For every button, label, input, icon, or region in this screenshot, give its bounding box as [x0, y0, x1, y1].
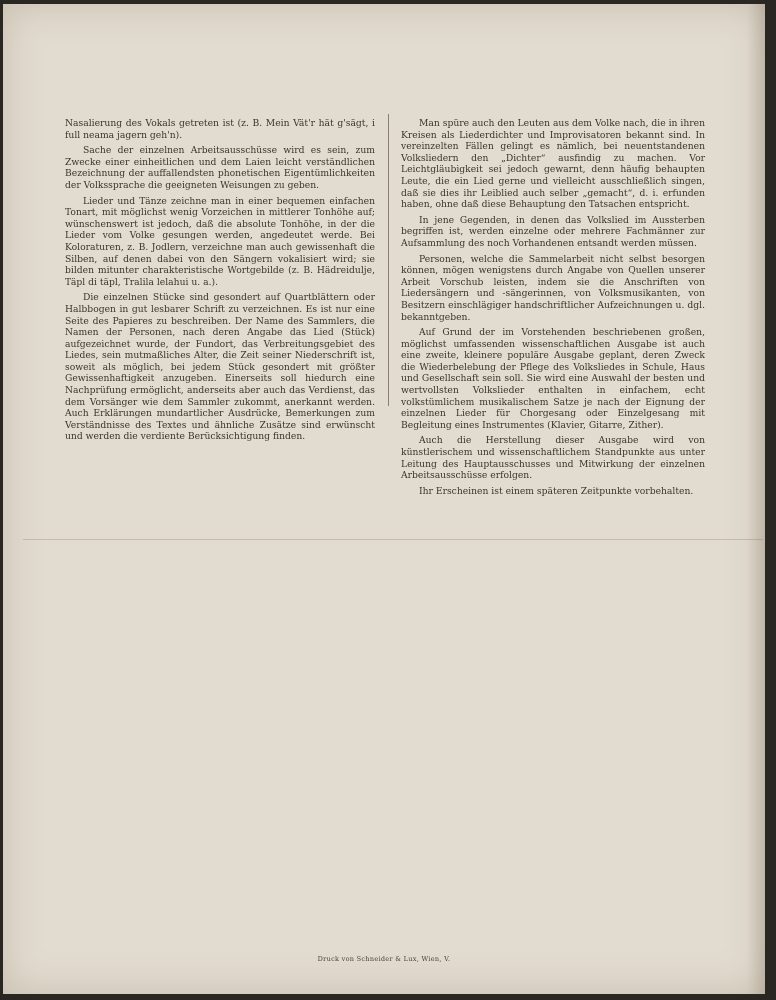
left-text-column [65, 118, 375, 447]
paragraph: Auch die Herstellung dieser Ausgabe wird von künstlerischem und wissenschaftlichem Standpunkte aus unter Leitung des Hauptausschusses und Mitwirkung der einzelnen Arbeitsausschüsse erfolgen. [401, 435, 705, 482]
paragraph: Personen, welche die Sammelarbeit nicht selbst besorgen können, mögen wenigstens durch Angabe von Quellen unserer Arbeit Vorschub leisten, indem sie die Anschriften von Liedersängern und -sängerinnen, von Volksmusikanten, von Besitzern einschlägiger handschriftlicher Aufzeichnungen u. dgl. bekanntgeben. [401, 253, 705, 323]
printer-imprint: Druck von Schneider & Lux, Wien, V. [317, 955, 451, 963]
paragraph: Sache der einzelnen Arbeitsausschüsse wird es sein, zum Zwecke einer einheitlichen und dem Laien leicht verständlichen Bezeichnung der auffallendsten phonetischen Eigentümlichkeiten der Volkssprache die geeigneten Weisungen zu geben. [65, 145, 375, 191]
column-divider [388, 114, 389, 406]
document-page [3, 4, 765, 994]
paragraph: Ihr Erscheinen ist einem späteren Zeitpunkte vorbehalten. [419, 485, 694, 497]
paragraph: Auf Grund der im Vorstehenden beschriebenen großen, möglichst umfassenden wissenschaftlichen Ausgabe ist auch eine zweite, kleinere populäre Ausgabe geplant, deren Zweck die Wiederbelebung der Pflege des Volksliedes in Schule, Haus und Gesellschaft sein soll. Sie wird eine Auswahl der besten und wertvollsten Volkslieder enthalten in einfachem, echt volkstümlichem musikalischem Satze je nach der Eignung der einzelnen Lieder für Chorgesang oder Einzelgesang mit Begleitung eines Instrumentes (Klavier, Gitarre, Zither). [401, 327, 705, 431]
right-text-column [401, 118, 705, 501]
paper-fold-line [23, 539, 763, 540]
paragraph: Nasalierung des Vokals getreten ist (z. B. Mein Vät'r hät g'sägt, i full neama jagern geh'n). [65, 118, 375, 141]
paragraph: In jene Gegenden, in denen das Volkslied im Aussterben begriffen ist, werden einzelne oder mehrere Fachmänner zur Aufsammlung des noch Vorhandenen entsandt werden müssen. [401, 214, 705, 249]
paragraph: Man spüre auch den Leuten aus dem Volke nach, die in ihren Kreisen als Liederdichter und Improvisatoren bekannt sind. In vereinzelten Fällen gelingt es nämlich, bei neuentstandenen Volksliedern den „Dichter“ ausfindig zu machen. Vor Leichtgläubigkeit sei jedoch gewarnt, denn häufig behaupten Leute, die ein Lied gerne und vielleicht ausschließlich singen, daß sie dies ihr Leiblied auch selber „gemacht“, d. i. erfunden haben, ohne daß diese Behauptung den Tatsachen entspricht. [401, 118, 705, 211]
paragraph: Lieder und Tänze zeichne man in einer bequemen einfachen Tonart, mit möglichst wenig Vorzeichen in mittlerer Tonhöhe auf; wünschenswert ist jedoch, daß die absolute Tonhöhe, in der die Lieder vom Volke gesungen werden, angedeutet werde. Bei Koloraturen, z. B. Jodlern, verzeichne man auch gewissenhaft die Silben, auf denen dabei von den Sängern vokalisiert wird; sie bilden mitunter charakteristische Wortgebilde (z. B. Hädreidulje, Täpl di täpl, Tralila lelahui u. a.). [65, 195, 375, 288]
paragraph: Die einzelnen Stücke sind gesondert auf Quartblättern oder Halbbogen in gut lesbarer Schrift zu verzeichnen. Es ist nur eine Seite des Papieres zu beschreiben. Der Name des Sammlers, die Namen der Personen, nach deren Angabe das Lied (Stück) aufgezeichnet wurde, der Fundort, das Verbreitungsgebiet des Liedes, sein mutmaßliches Alter, die Zeit seiner Niederschrift ist, soweit als möglich, bei jedem Stück gesondert mit größter Gewissenhaftigkeit anzugeben. Einerseits soll hiedurch eine Nachprüfung ermöglicht, anderseits aber auch das Verdienst, das dem Vorsänger wie dem Sammler zukommt, anerkannt werden. Auch Erklärungen mundartlicher Ausdrücke, Bemerkungen zum Verständnisse des Textes und ähnliche Zusätze sind erwünscht und werden die verdiente Berücksichtigung finden. [65, 292, 375, 443]
